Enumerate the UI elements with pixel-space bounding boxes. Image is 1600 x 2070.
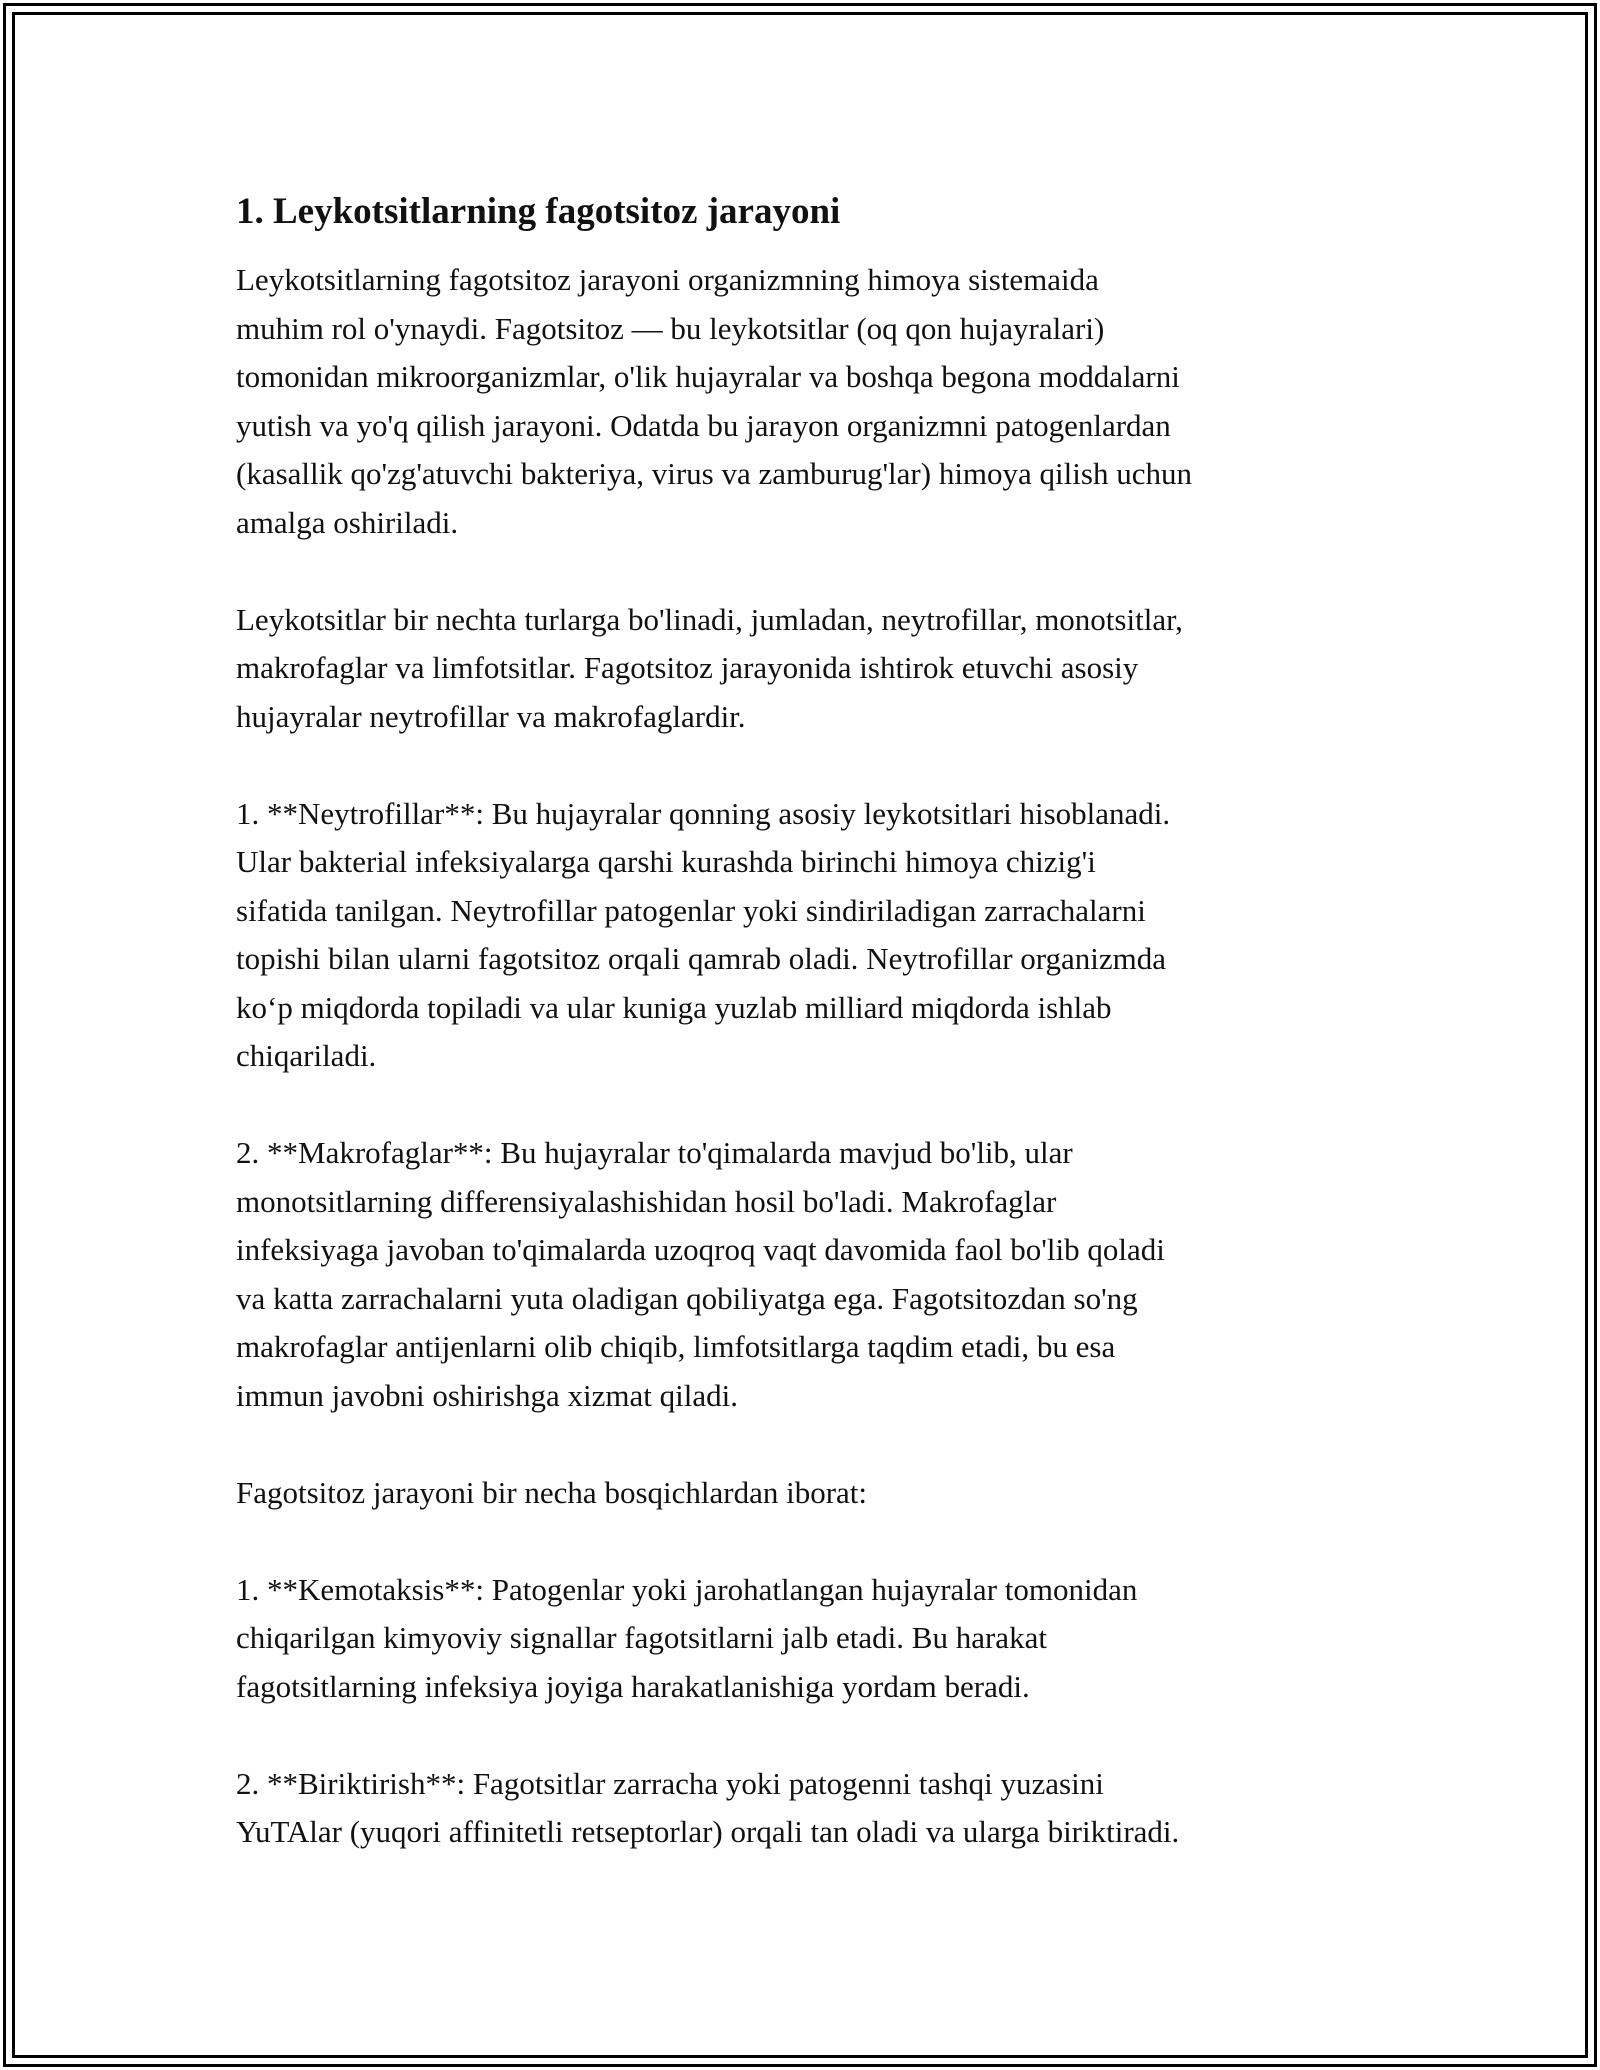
paragraph-stages-intro: Fagotsitoz jarayoni bir necha bosqichlardan iborat: xyxy=(236,1474,868,1510)
paragraph-macrophages: 2. **Makrofaglar**: Bu hujayralar to'qimalarda mavjud bo'lib, ular monotsitlarning differensiyalashishidan hosil bo'ladi. Makrofaglar infeksiyaga javoban to'qimalarda uzoqroq vaqt davomida faol bo'lib qoladi va katta zarrachalarni yuta oladigan qobiliyatga ega. Fagotsitozdan so'ng makrofaglar antijenlarni olib chiqib, limfotsitlarga taqdim etadi, bu esa immun javobni oshirishga xizmat qiladi. xyxy=(236,1135,1165,1413)
document-body xyxy=(236,186,1386,1905)
paragraph-neutrophils: 1. **Neytrofillar**: Bu hujayralar qonning asosiy leykotsitlari hisoblanadi. Ular bakterial infeksiyalarga qarshi kurashda birinchi himoya chizig'i sifatida tanilgan. Neytrofillar patogenlar yoki sindiriladigan zarrachalarni topishi bilan ularni fagotsitoz orqali qamrab oladi. Neytrofillar organizmda ko‘p miqdorda topiladi va ular kuniga yuzlab milliard miqdorda ishlab chiqariladi. xyxy=(236,795,1171,1073)
paragraph-intro: Leykotsitlarning fagotsitoz jarayoni organizmning himoya sistemaida muhim rol o'ynaydi. Fagotsitoz — bu leykotsitlar (oq qon hujayralari) tomonidan mikroorganizmlar, o'lik hujayralar va boshqa begona moddalarni yutish va yo'q qilish jarayoni. Odatda bu jarayon organizmni patogenlardan (kasallik qo'zg'atuvchi bakteriya, virus va zamburug'lar) himoya qilish uchun amalga oshiriladi. xyxy=(236,262,1192,540)
paragraph-chemotaxis: 1. **Kemotaksis**: Patogenlar yoki jarohatlangan hujayralar tomonidan chiqarilgan kimyoviy signallar fagotsitlarni jalb etadi. Bu harakat fagotsitlarning infeksiya joyiga harakatlanishiga yordam beradi. xyxy=(236,1571,1138,1704)
paragraph-attachment: 2. **Biriktirish**: Fagotsitlar zarracha yoki patogenni tashqi yuzasini YuTAlar (yuqori affinitetli retseptorlar) orqali tan oladi va ularga biriktiradi. xyxy=(236,1765,1180,1849)
paragraph-leukocyte-types: Leykotsitlar bir nechta turlarga bo'linadi, jumladan, neytrofillar, monotsitlar, makrofaglar va limfotsitlar. Fagotsitoz jarayonida ishtirok etuvchi asosiy hujayralar neytrofillar va makrofaglardir. xyxy=(236,601,1183,734)
document-title: 1. Leykotsitlarning fagotsitoz jarayoni xyxy=(236,191,841,232)
